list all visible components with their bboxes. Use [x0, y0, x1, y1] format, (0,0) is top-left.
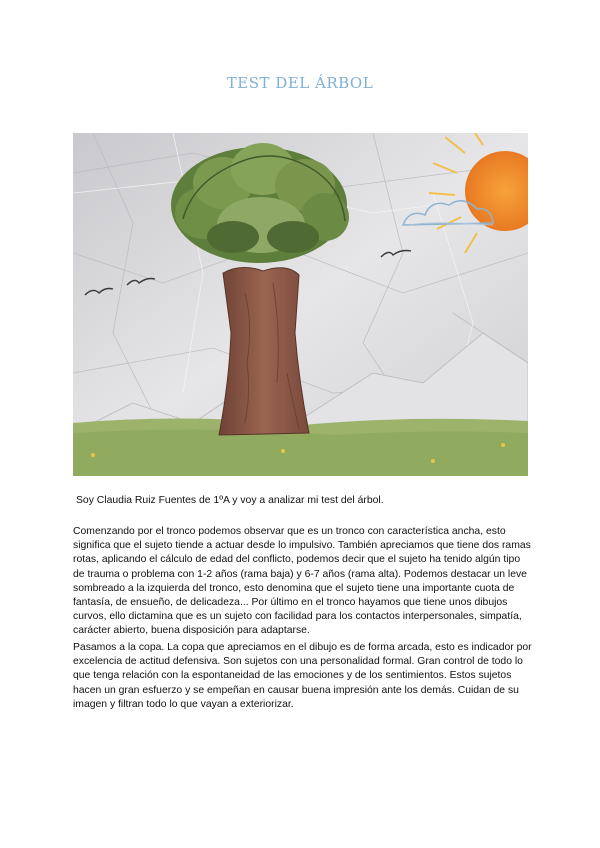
tree-drawing-photo	[73, 133, 528, 476]
tree-trunk	[219, 267, 309, 435]
paragraph-canopy-analysis: Pasamos a la copa. La copa que apreciamos en el dibujo es de forma arcada, esto es indicador por excelencia de actitud defensiva. Son sujetos con una personalidad formal. Gran control de todo lo que tenga relación con la espontaneidad de las emociones y de los sentimientos. Estos sujetos hacen un gran esfuerzo y se empeñan en causar buena impresión ante los demás. Cuidan de su imagen y filtran todo lo que vayan a exteriorizar.	[73, 642, 532, 710]
document-title: TEST DEL ÁRBOL	[226, 74, 374, 92]
paragraph-trunk-analysis: Comenzando por el tronco podemos observar que es un tronco con característica ancha, esto significa que el sujeto tiende a actuar desde lo impulsivo. También apreciamos que tiene dos ramas rotas, aplicando el cálculo de edad del conflicto, podemos decir que el sujeto ha tenido algún tipo de trauma o problema con 1-2 años (rama baja) y 6-7 años (rama alta). Podemos destacar un leve sombreado a la izquierda del tronco, esto denomina que el sujeto tiene una importante cuota de fantasía, de ensueño, de delicadeza... Por último en el tronco hayamos que tiene unos dibujos curvos, ello dictamina que es un sujeto con facilidad para los contactos interpersonales, simpatía, carácter abierto, buena disposición para adaptarse.	[73, 526, 531, 637]
intro-text: Soy Claudia Ruiz Fuentes de 1ºA y voy a analizar mi test del árbol.	[76, 495, 384, 506]
